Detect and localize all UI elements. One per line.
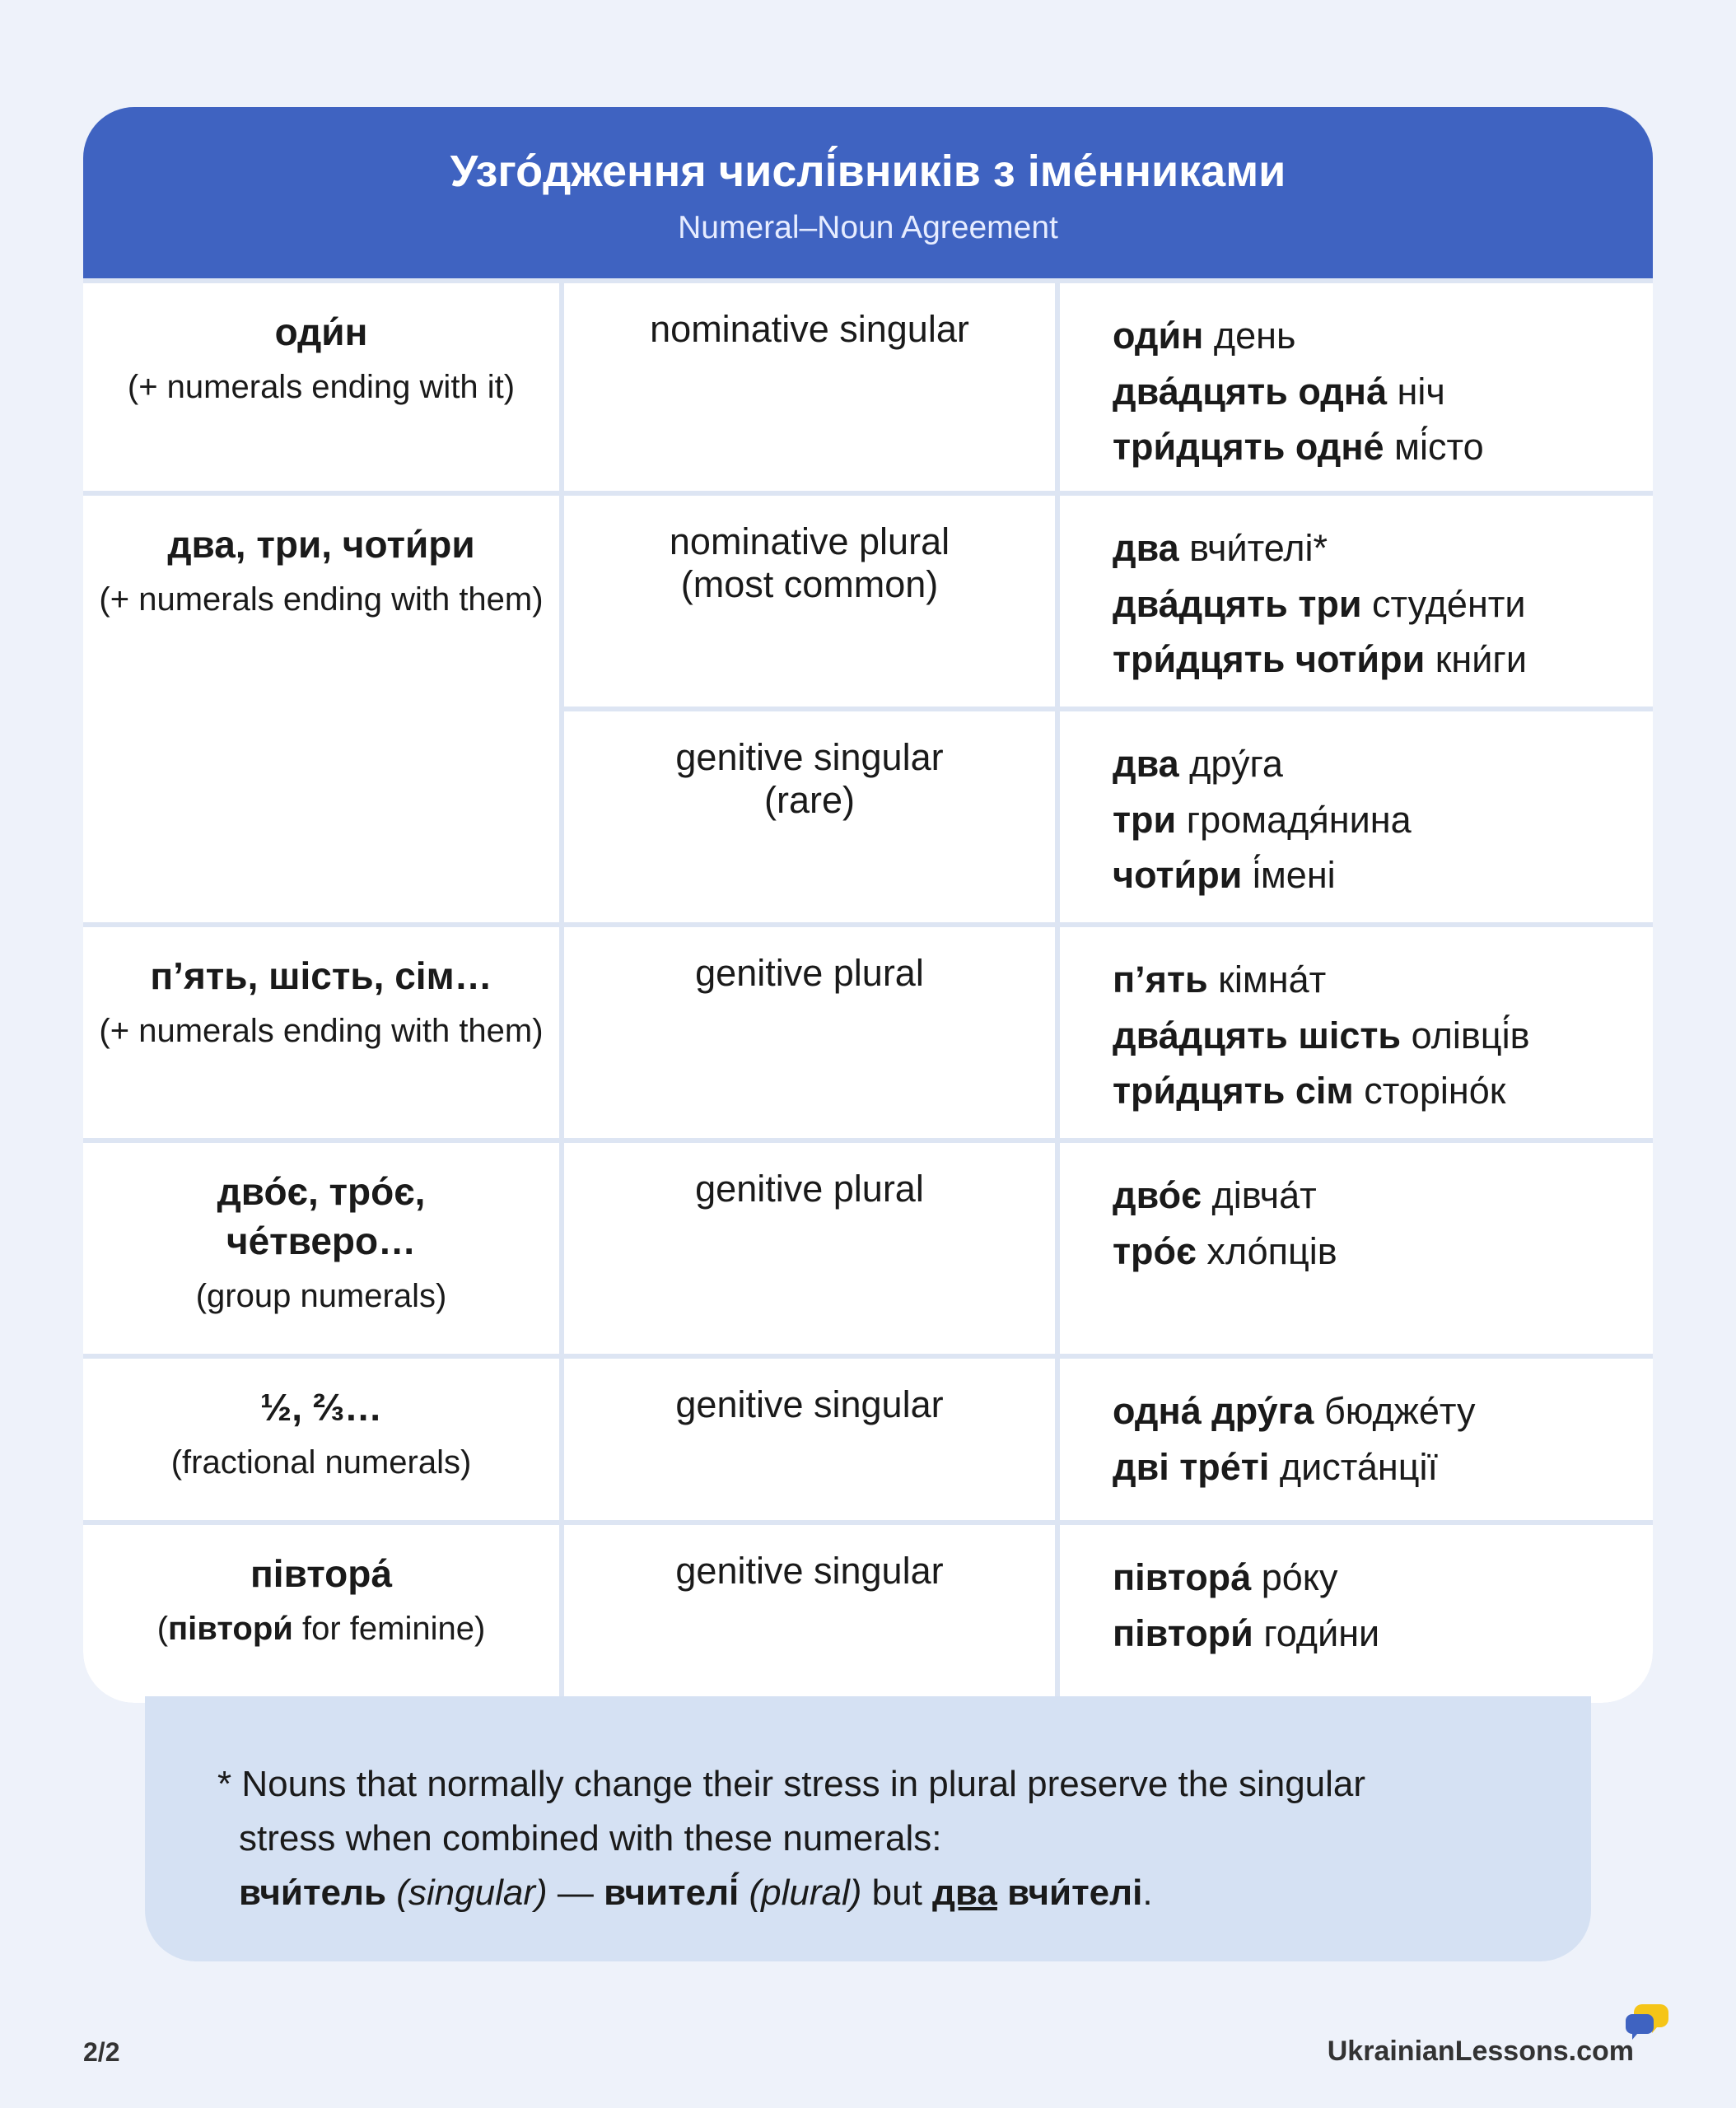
example-line — [1113, 1550, 1653, 1606]
example-noun: ро́ку — [1251, 1556, 1338, 1598]
footnote-example-noun: вчи́телі — [1007, 1872, 1143, 1913]
example-noun: годи́ни — [1253, 1611, 1380, 1654]
page-number: 2/2 — [83, 2037, 120, 2067]
example-noun: кімна́т — [1207, 958, 1327, 1000]
examples-cell — [1060, 1525, 1653, 1703]
footnote-but: but — [861, 1872, 933, 1913]
footnote-line-1: * Nouns that normally change their stress in plural preserve the singular — [217, 1764, 1366, 1804]
examples-cell — [1060, 1143, 1653, 1354]
example-noun: дівча́т — [1201, 1174, 1317, 1216]
numeral-note: (+ numerals ending with them) — [99, 1012, 544, 1049]
example-line — [1113, 1063, 1653, 1119]
example-line — [1113, 847, 1653, 903]
example-numeral: п’ять — [1113, 958, 1208, 1000]
case-label: nominative plural — [669, 520, 950, 562]
examples-cell — [1060, 496, 1653, 707]
example-noun: мі́сто — [1384, 426, 1484, 468]
example-noun: сторіно́к — [1353, 1070, 1506, 1112]
agreement-table-card — [83, 107, 1653, 1703]
speech-bubbles-logo-icon — [1624, 2001, 1673, 2047]
numeral-cell — [83, 1143, 559, 1354]
example-noun: хло́пців — [1196, 1229, 1337, 1272]
example-numeral: три — [1113, 798, 1177, 841]
case-cell — [564, 283, 1055, 491]
example-line — [1113, 736, 1653, 792]
examples-cell — [1060, 711, 1653, 922]
examples-cell — [1060, 1359, 1653, 1520]
example-noun: диста́нції — [1269, 1445, 1438, 1488]
example-line — [1113, 1008, 1653, 1064]
example-numeral: два — [1113, 527, 1179, 569]
example-numeral: чоти́ри — [1113, 854, 1243, 896]
example-noun: олівці́в — [1401, 1014, 1530, 1056]
example-numeral: три́дцять одне́ — [1113, 426, 1384, 468]
example-noun: і́мені — [1242, 854, 1336, 896]
case-cell — [564, 496, 1055, 707]
example-line — [1113, 1224, 1653, 1280]
example-line — [1113, 1168, 1653, 1224]
example-line — [1113, 1383, 1653, 1439]
example-numeral: півтора́ — [1113, 1556, 1252, 1598]
numeral-label: півтора́ — [250, 1552, 392, 1595]
examples-cell — [1060, 927, 1653, 1138]
example-numeral: три́дцять сім — [1113, 1070, 1354, 1112]
agreement-table — [83, 278, 1653, 1703]
numeral-cell — [83, 496, 559, 922]
numeral-label: п’ять, шість, сім… — [150, 954, 492, 997]
numeral-label: ½, ⅔… — [259, 1386, 383, 1429]
footnote-line-3 — [217, 1866, 1591, 1920]
example-line — [1113, 419, 1653, 475]
numeral-note — [83, 1604, 559, 1653]
footnote-plural-note: (plural) — [749, 1872, 862, 1913]
example-noun: дру́га — [1178, 743, 1283, 785]
case-cell — [564, 927, 1055, 1138]
example-line — [1113, 792, 1653, 848]
footnote — [145, 1696, 1591, 1961]
page-title: Узго́дження числі́вників з іме́нниками — [450, 147, 1286, 196]
case-label: genitive singular — [675, 1383, 944, 1425]
case-cell — [564, 1359, 1055, 1520]
example-noun: кни́ги — [1425, 638, 1527, 680]
example-noun: бюдже́ту — [1314, 1390, 1476, 1432]
example-numeral: два — [1113, 743, 1179, 785]
table-header — [83, 107, 1653, 278]
example-numeral: тро́є — [1113, 1229, 1197, 1272]
example-numeral: два́дцять шість — [1113, 1014, 1402, 1056]
example-numeral: півтори́ — [1113, 1611, 1253, 1654]
numeral-label: дво́є, тро́є, че́тверо… — [217, 1170, 426, 1262]
example-noun: студе́нти — [1361, 582, 1526, 625]
numeral-cell — [83, 927, 559, 1138]
numeral-cell — [83, 1359, 559, 1520]
example-numeral: оди́н — [1113, 315, 1204, 357]
example-numeral: два́дцять одна́ — [1113, 370, 1388, 413]
case-cell — [564, 711, 1055, 922]
brand-link[interactable]: UkrainianLessons.com — [1327, 2036, 1634, 2067]
footnote-dash: — — [547, 1872, 604, 1913]
example-line — [1113, 1439, 1653, 1495]
case-note: (rare) — [764, 778, 855, 821]
example-numeral: одна́ дру́га — [1113, 1390, 1314, 1432]
footnote-period: . — [1142, 1872, 1153, 1913]
example-line — [1113, 308, 1653, 364]
footnote-numeral: два — [932, 1872, 997, 1913]
example-line — [1113, 952, 1653, 1008]
numeral-note: (group numerals) — [195, 1277, 447, 1314]
numeral-label: оди́н — [274, 310, 368, 353]
example-line — [1113, 364, 1653, 420]
examples-cell — [1060, 283, 1653, 491]
note-rest: for feminine) — [292, 1610, 486, 1647]
case-label: genitive singular — [675, 736, 944, 778]
example-noun: вчи́телі* — [1178, 527, 1328, 569]
page-subtitle: Numeral–Noun Agreement — [678, 209, 1058, 245]
example-numeral: дво́є — [1113, 1174, 1202, 1216]
case-cell — [564, 1143, 1055, 1354]
case-label: genitive plural — [695, 1168, 924, 1210]
numeral-cell — [83, 283, 559, 491]
numeral-note: (+ numerals ending with them) — [99, 581, 544, 618]
example-line — [1113, 632, 1653, 688]
example-line — [1113, 576, 1653, 632]
example-noun: ніч — [1387, 370, 1445, 413]
numeral-cell — [83, 1525, 559, 1703]
case-label: genitive singular — [675, 1550, 944, 1592]
numeral-label: два, три, чоти́ри — [167, 523, 475, 566]
example-noun: день — [1203, 315, 1296, 357]
numeral-note: (+ numerals ending with it) — [127, 368, 516, 405]
example-line — [1113, 1606, 1653, 1662]
case-label: nominative singular — [650, 308, 969, 350]
note-feminine-form: півтори́ — [168, 1610, 293, 1647]
case-note: (most common) — [680, 562, 939, 605]
footnote-plural-word: вчителі́ — [604, 1872, 740, 1913]
numeral-note: (fractional numerals) — [170, 1443, 472, 1481]
case-label: genitive plural — [695, 952, 924, 994]
footnote-singular-note: (singular) — [396, 1872, 548, 1913]
footnote-singular-word: вчи́тель — [239, 1872, 386, 1913]
note-open: ( — [156, 1610, 169, 1647]
example-noun: громадя́нина — [1176, 798, 1412, 841]
example-numeral: три́дцять чоти́ри — [1113, 638, 1426, 680]
example-numeral: два́дцять три — [1113, 582, 1362, 625]
example-line — [1113, 520, 1653, 576]
example-numeral: дві тре́ті — [1113, 1445, 1270, 1488]
footnote-line-2: stress when combined with these numerals: — [239, 1818, 942, 1858]
case-cell — [564, 1525, 1055, 1703]
